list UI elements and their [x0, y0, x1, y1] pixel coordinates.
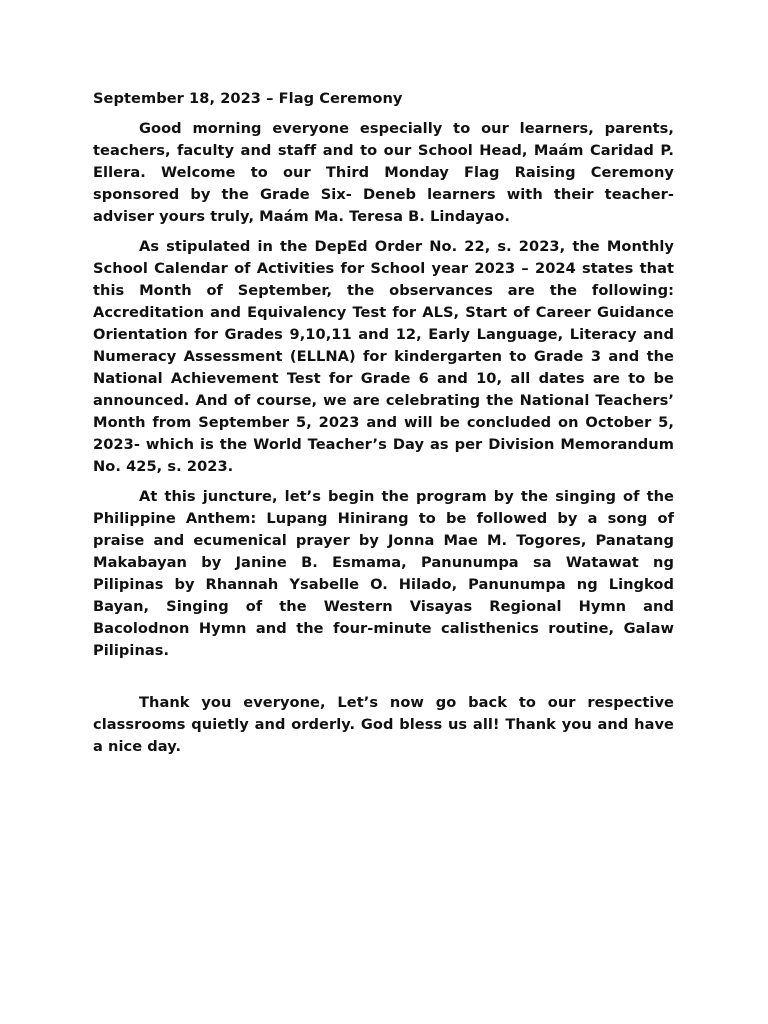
- document-page: [93, 88, 674, 766]
- paragraph-welcome: Good morning everyone especially to our learners, parents, teachers, faculty and staff and to our School Head, Maám Caridad P. Ellera. Welcome to our Third Monday Flag Raising Ceremony sponsored by the Grade Six- Deneb learners with their teacher-adviser yours truly, Maám Ma. Teresa B. Lindayao.: [93, 120, 674, 225]
- paragraph-observances: As stipulated in the DepEd Order No. 22, s. 2023, the Monthly School Calendar of Activities for School year 2023 – 2024 states that this Month of September, the observances are the following: Accreditation and Equivalency Test for ALS, Start of Career Guidance Orientation for Grades 9,10,11 and 12, Early Language, Literacy and Numeracy Assessment (ELLNA) for kindergarten to Grade 3 and the National Achievement Test for Grade 6 and 10, all dates are to be announced. And of course, we are celebrating the National Teachers’ Month from September 5, 2023 and will be concluded on October 5, 2023- which is the World Teacher’s Day as per Division Memorandum No. 425, s. 2023.: [93, 238, 674, 475]
- paragraph-closing: Thank you everyone, Let’s now go back to our respective classrooms quietly and orderly. God bless us all! Thank you and have a nice day.: [93, 694, 674, 755]
- document-heading: September 18, 2023 – Flag Ceremony: [93, 90, 403, 107]
- paragraph-program: At this juncture, let’s begin the program by the singing of the Philippine Anthem: Lupang Hinirang to be followed by a song of praise and ecumenical prayer by Jonna Mae M. Togores, Panatang Makabayan by Janine B. Esmama, Panunumpa sa Watawat ng Pilipinas by Rhannah Ysabelle O. Hilado, Panunumpa ng Lingkod Bayan, Singing of the Western Visayas Regional Hymn and Bacolodnon Hymn and the four-minute calisthenics routine, Galaw Pilipinas.: [93, 488, 674, 659]
